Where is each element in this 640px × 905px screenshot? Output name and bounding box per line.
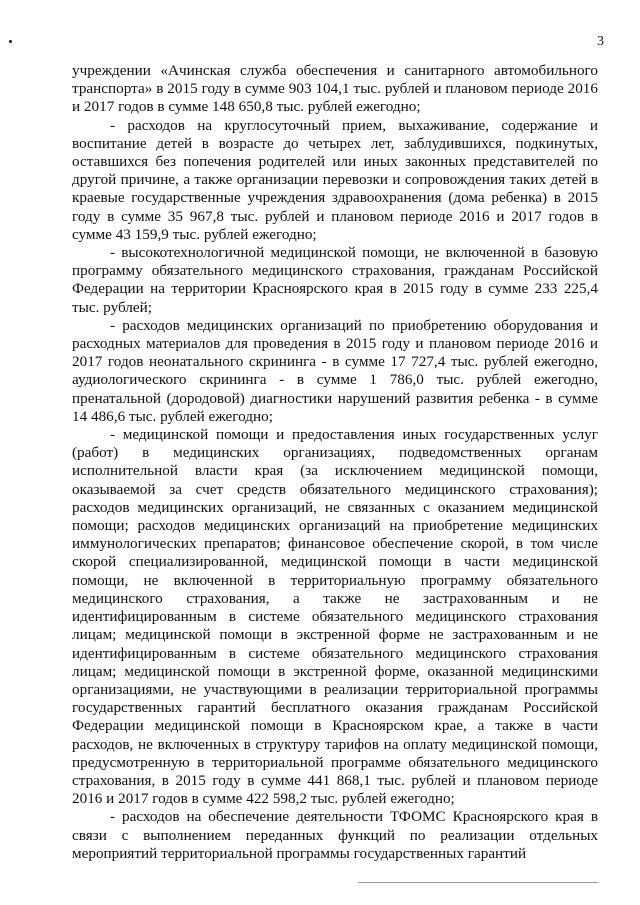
paragraph-continued: учреждении «Ачинская служба обеспечения и санитарного автомобильного транспорта» в 2015 году в сумме 903 104,1 тыс. рублей и плановом периоде 2016 и 2017 годов в сумме 148 650,8 тыс. рублей ежегодно;: [72, 62, 598, 116]
paragraph-medical-services: - медицинской помощи и предоставления иных государственных услуг (работ) в медицинских организациях, подведомственных органам исполнительной власти края (за исключением медицинской помощи, оказываемой за счет средств обязательного медицинского страхования); расходов медицинских организаций, не связанных с оказанием медицинской помощи; расходов медицинских организаций на приобретение медицинских иммунологических препаратов; финансовое обеспечение скорой, в том числе скорой специализированной, медицинской помощи в части медицинской помощи, не включенной в территориальную программу обязательного медицинского страхования, а также не застрахованным и не идентифицированным в системе обязательного медицинского страхования лицам; медицинской помощи в экстренной форме не застрахованным и не идентифицированным в системе обязательного медицинского страхования лицам; медицинской помощи в экстренной форме, оказанной медицинскими организациями, не участвующими в реализации территориальной программы государственных гарантий бесплатного оказания гражданам Российской Федерации медицинской помощи в Красноярском крае, а также в части расходов, не включенных в структуру тарифов на оплату медицинской помощи, предусмотренную в территориальной программе обязательного медицинского страхования, в 2015 году в сумме 441 868,1 тыс. рублей и плановом периоде 2016 и 2017 годов в сумме 422 598,2 тыс. рублей ежегодно;: [72, 426, 598, 808]
paragraph-screening: - расходов медицинских организаций по приобретению оборудования и расходных материалов для проведения в 2015 году и плановом периоде 2016 и 2017 годов неонатального скрининга - в сумме 17 727,4 тыс. рублей ежегодно, аудиологического скрининга - в сумме 1 786,0 тыс. рублей ежегодно, пренатальной (дородовой) диагностики нарушений развития ребенка - в сумме 14 486,6 тыс. рублей ежегодно;: [72, 316, 598, 425]
bottom-divider: [358, 882, 598, 883]
paragraph-tfoms-expenses: - расходов на обеспечение деятельности ТФОМС Красноярского края в связи с выполнением переданных функций по реализации отдельных мероприятий территориальной программы государственных гарантий: [72, 808, 598, 862]
document-body: [72, 62, 598, 863]
page-number: 3: [597, 34, 604, 49]
scan-artifact-dot: [9, 40, 12, 43]
paragraph-high-tech-care: - высокотехнологичной медицинской помощи, не включенной в базовую программу обязательного медицинского страхования, гражданам Российской Федерации на территории Красноярского края в 2015 году в сумме 233 225,4 тыс. рублей;: [72, 244, 598, 316]
paragraph-children-care: - расходов на круглосуточный прием, выхаживание, содержание и воспитание детей в возрасте до четырех лет, заблудившихся, подкинутых, оставшихся без попечения родителей или иных законных представителей по другой причине, а также организации перевозки и сопровождения таких детей в краевые государственные учреждения здравоохранения (дома ребенка) в 2015 году в сумме 35 967,8 тыс. рублей и плановом периоде 2016 и 2017 годов в сумме 43 159,9 тыс. рублей ежегодно;: [72, 116, 598, 243]
